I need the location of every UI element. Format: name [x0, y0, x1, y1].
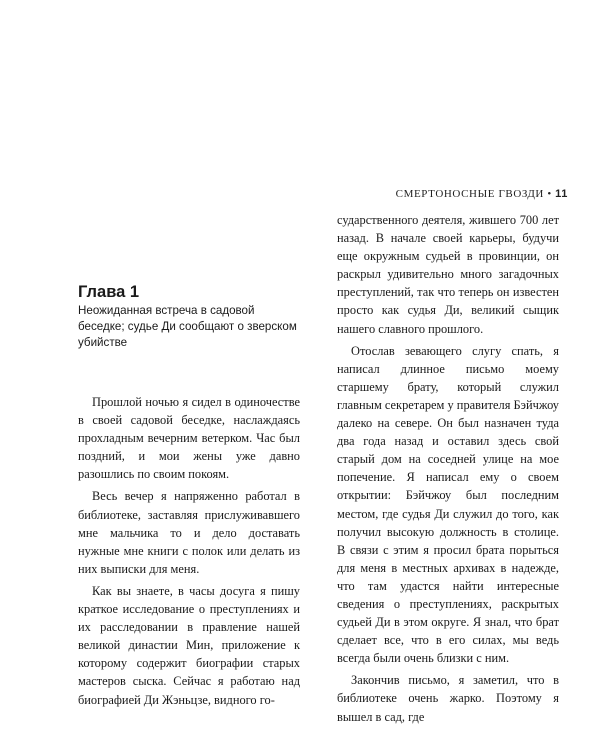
running-header	[396, 188, 568, 200]
paragraph: Как вы знаете, в часы досуга я пишу краткое исследование о преступлениях и их расследовании в правление нашей великой династии Мин, приложение к которому содержит биографии старых мастеров сыска. Сейчас я работаю над биографией Ди Жэньцзе, видного го-	[78, 583, 300, 707]
paragraph-continuation: сударственного деятеля, жившего 700 лет назад. В начале своей карьеры, будучи еще окружным судьей в провинции, он раскрыл удивительно много загадочных преступлений, так что теперь он известен просто как судья Ди, великий сыщик нашего славного прошлого.	[337, 213, 559, 336]
chapter-subtitle: Неожиданная встреча в садовой беседке; судье Ди сообщают о зверском убийстве	[78, 304, 297, 349]
paragraph: Прошлой ночью я сидел в одиночестве в своей садовой беседке, наслаждаясь прохладным вечерним ветерком. Час был поздний, и мои жены уже давно разошлись по своим покоям.	[78, 395, 300, 482]
paragraph: Закончив письмо, я заметил, что в библиотеке очень жарко. Поэтому я вышел в сад, где	[337, 673, 559, 724]
paragraph: Отослав зевающего слугу спать, я написал длинное письмо моему старшему брату, который служил главным секретарем у правителя Бэйчжоу далеко на севере. Он был назначен туда два года назад и оставил здесь свой старый дом на соседней улице на мое попечение. Я написал ему о своем открытии: Бэйчжоу был последним местом, где судья Ди служил до того, как получил высокую должность в столице. В связи с этим я просил брата порыться для меня в местных архивах в надежде, что там удастся найти интересные сведения о преступлениях, раскрытых судьей Ди в этом округе. Я знал, что брат сделает все, что в его силах, мы ведь всегда были очень близки с ним.	[337, 343, 559, 666]
paragraph: Весь вечер я напряженно работал в библиотеке, заставляя прислуживавшего мне мальчика то и дело доставать нужные мне книги с полок или делать из них выписки для меня.	[78, 489, 300, 576]
book-title: СМЕРТОНОСНЫЕ ГВОЗДИ	[395, 188, 544, 200]
left-column	[78, 281, 300, 713]
header-separator: •	[547, 188, 552, 200]
right-column	[337, 211, 559, 730]
chapter-title: Глава 1	[78, 283, 140, 301]
page-number: 11	[555, 188, 568, 200]
